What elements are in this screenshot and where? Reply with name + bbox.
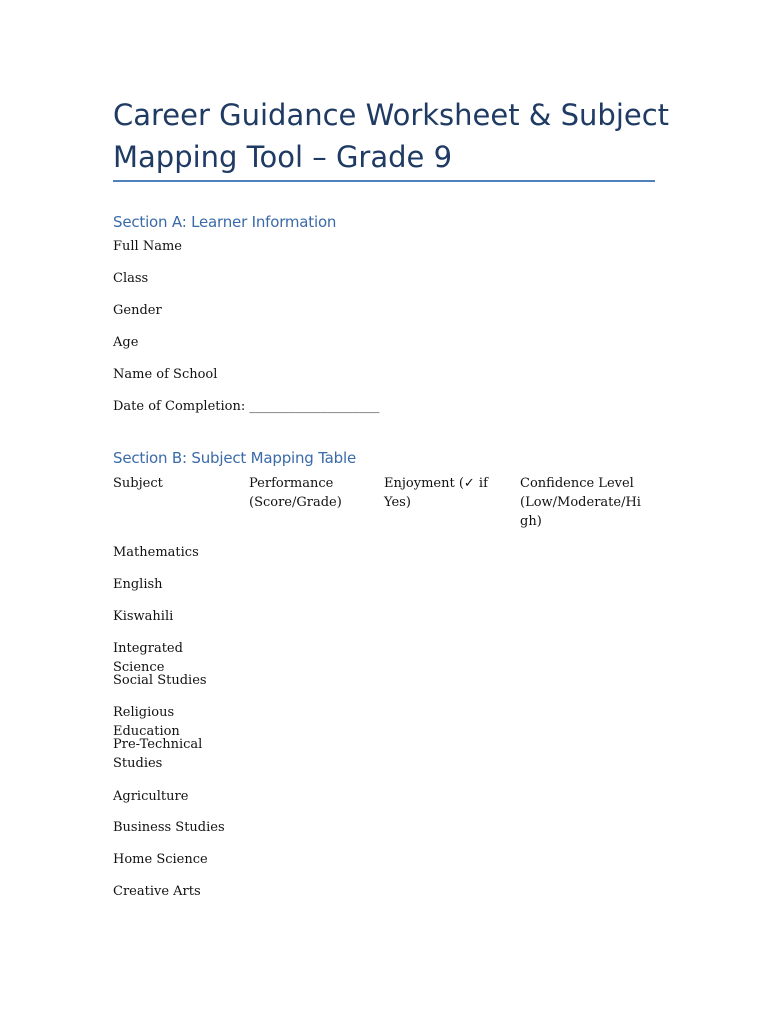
- table-header-confidence: Confidence Level (Low/Moderate/High): [520, 476, 641, 529]
- field-class: Class: [113, 271, 149, 286]
- title-underline-rule: [113, 180, 655, 182]
- field-age: Age: [113, 335, 139, 350]
- document-title: Career Guidance Worksheet & Subject Mapping Tool – Grade 9: [113, 98, 670, 174]
- table-row-subject: Creative Arts: [113, 884, 201, 899]
- section-a-heading: Section A: Learner Information: [113, 213, 337, 231]
- section-b-heading: Section B: Subject Mapping Table: [113, 449, 356, 467]
- table-row-subject: Pre-Technical Studies: [113, 737, 203, 771]
- table-row-subject: English: [113, 577, 163, 592]
- field-date-of-completion: Date of Completion: ____________________: [113, 399, 380, 414]
- table-row-subject: Home Science: [113, 852, 208, 867]
- field-gender: Gender: [113, 303, 162, 318]
- table-row-subject: Integrated Science: [113, 641, 183, 675]
- table-header-performance: Performance (Score/Grade): [249, 476, 342, 510]
- table-header-enjoyment: Enjoyment (✓ if Yes): [384, 476, 488, 510]
- table-row-subject: Religious Education: [113, 705, 180, 739]
- table-row-subject: Kiswahili: [113, 609, 174, 624]
- table-row-subject: Mathematics: [113, 545, 199, 560]
- table-row-subject: Agriculture: [113, 789, 189, 804]
- field-full-name: Full Name: [113, 239, 182, 254]
- table-header-subject: Subject: [113, 476, 163, 491]
- table-row-subject: Social Studies: [113, 673, 207, 688]
- table-row-subject: Business Studies: [113, 820, 225, 835]
- field-name-of-school: Name of School: [113, 367, 218, 382]
